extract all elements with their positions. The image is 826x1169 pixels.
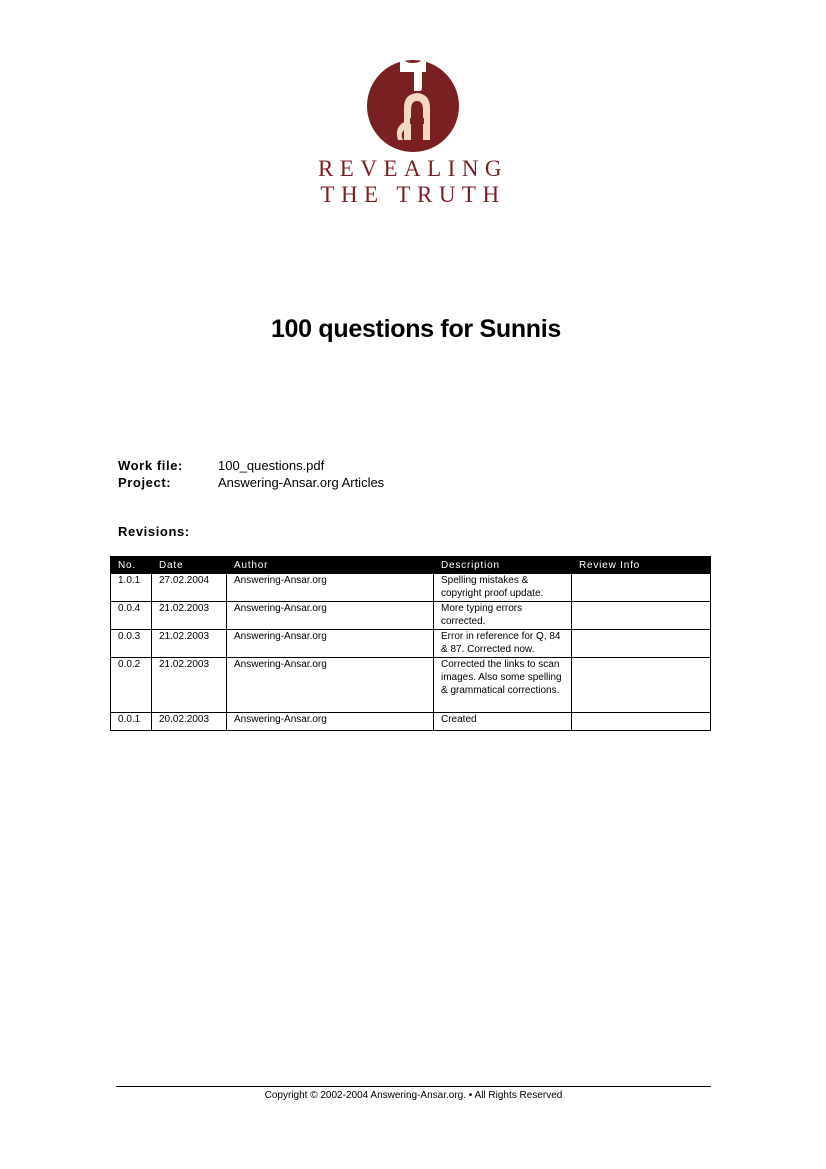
cell-review-info bbox=[572, 574, 711, 602]
cell-no: 1.0.1 bbox=[111, 574, 152, 602]
footer-divider bbox=[116, 1086, 711, 1087]
table-row bbox=[111, 658, 711, 713]
revealing-the-truth-logo bbox=[364, 58, 462, 152]
cell-author: Answering-Ansar.org bbox=[227, 574, 434, 602]
cell-review-info bbox=[572, 713, 711, 731]
cell-review-info bbox=[572, 658, 711, 713]
table-row bbox=[111, 602, 711, 630]
brand-line-2: THE TRUTH bbox=[320, 182, 506, 207]
project-label: Project: bbox=[118, 475, 172, 490]
cell-review-info bbox=[572, 630, 711, 658]
table-header-row bbox=[111, 556, 711, 574]
cell-author: Answering-Ansar.org bbox=[227, 630, 434, 658]
table-row bbox=[111, 630, 711, 658]
cell-no: 0.0.1 bbox=[111, 713, 152, 731]
column-header-description: Description bbox=[434, 556, 572, 574]
column-header-no: No. bbox=[111, 556, 152, 574]
work-file-row bbox=[118, 458, 324, 474]
work-file-value: 100_questions.pdf bbox=[218, 458, 325, 473]
cell-date: 21.02.2003 bbox=[152, 658, 227, 713]
cell-date: 21.02.2003 bbox=[152, 602, 227, 630]
column-header-author: Author bbox=[227, 556, 434, 574]
footer-copyright: Copyright © 2002-2004 Answering-Ansar.org. • All Rights Reserved bbox=[264, 1090, 563, 1101]
cell-no: 0.0.2 bbox=[111, 658, 152, 713]
cell-description: Error in reference for Q, 84 & 87. Corrected now. bbox=[434, 630, 572, 658]
revisions-table bbox=[110, 556, 711, 731]
cell-review-info bbox=[572, 602, 711, 630]
cell-author: Answering-Ansar.org bbox=[227, 602, 434, 630]
revisions-heading: Revisions: bbox=[118, 524, 190, 539]
cell-author: Answering-Ansar.org bbox=[227, 713, 434, 731]
cell-no: 0.0.3 bbox=[111, 630, 152, 658]
cell-description: Created bbox=[434, 713, 572, 731]
cell-date: 20.02.2003 bbox=[152, 713, 227, 731]
project-row bbox=[118, 475, 384, 491]
table-row bbox=[111, 574, 711, 602]
project-value: Answering-Ansar.org Articles bbox=[218, 475, 385, 490]
table-row bbox=[111, 713, 711, 731]
cell-no: 0.0.4 bbox=[111, 602, 152, 630]
cell-description: Spelling mistakes & copyright proof update. bbox=[434, 574, 572, 602]
work-file-label: Work file: bbox=[118, 458, 183, 473]
cell-author: Answering-Ansar.org bbox=[227, 658, 434, 713]
cell-date: 27.02.2004 bbox=[152, 574, 227, 602]
cell-date: 21.02.2003 bbox=[152, 630, 227, 658]
document-title: 100 questions for Sunnis bbox=[270, 315, 562, 343]
brand-line-1: REVEALING bbox=[317, 156, 509, 181]
column-header-review-info: Review Info bbox=[572, 556, 711, 574]
cell-description: More typing errors corrected. bbox=[434, 602, 572, 630]
cell-description: Corrected the links to scan images. Also some spelling & grammatical corrections. bbox=[434, 658, 572, 713]
column-header-date: Date bbox=[152, 556, 227, 574]
